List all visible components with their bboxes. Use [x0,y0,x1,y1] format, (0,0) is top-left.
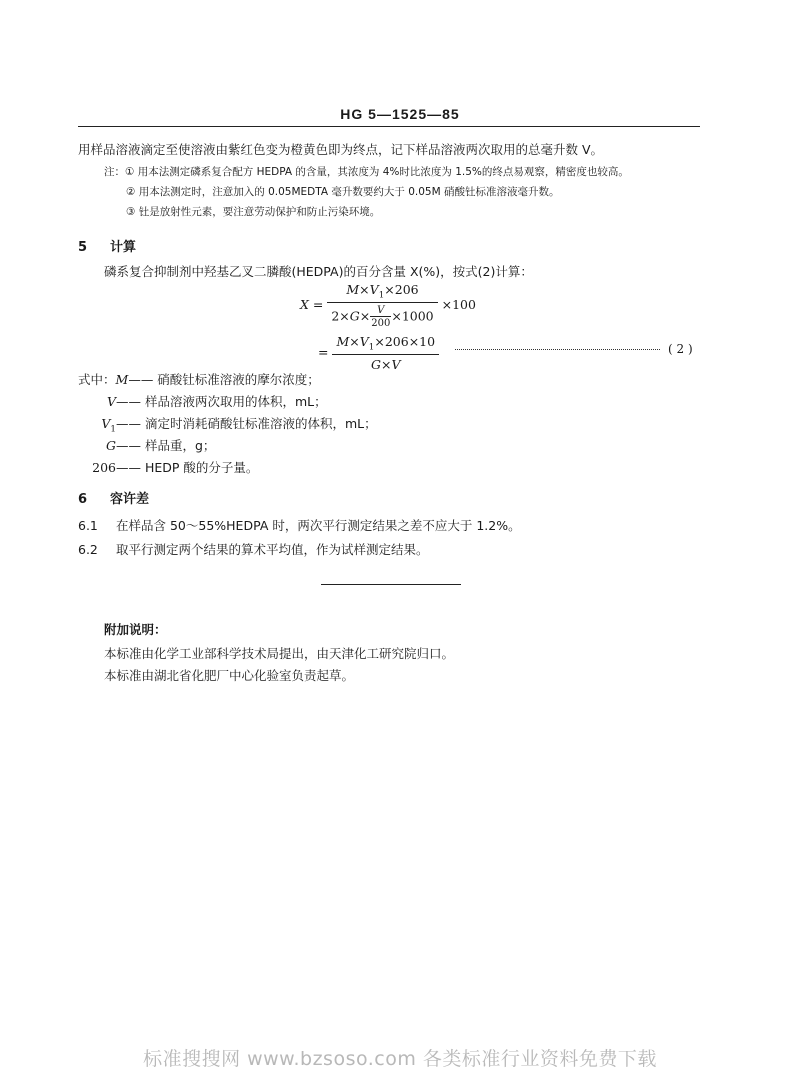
legend-symbol: M [115,372,129,387]
footer-watermark: 标准搜搜网 www.bzsoso.com 各类标准行业资料免费下载 [143,1048,657,1070]
legend-label: 式中： [78,372,116,387]
legend-desc: —— 滴定时消耗硝酸钍标准溶液的体积，mL； [116,416,377,431]
legend-symbol: 206 [92,460,116,475]
formula-line-1: X = $M\times V_1\times 206$ 2×G× $\frac{V}{200}$ ×1000 ×100 [300,282,476,329]
formula-fraction-2: $\frac{M\times V_1\times 206\times 10}{G\times V}$ [332,334,439,372]
top-paragraph: 用样品溶液滴定至使溶液由紫红色变为橙黄色即为终点，记下样品溶液两次取用的总毫升数 V。 [78,142,604,157]
legend-row [68,436,215,454]
clause-text: 在样品含 50～55%HEDPA 时，两次平行测定结果之差不应大于 1.2%。 [116,518,521,533]
clause-number: 6.2 [78,542,98,557]
note-1 [104,164,629,179]
section-5-intro: 磷系复合抑制剂中羟基乙叉二膦酸(HEDPA)的百分含量 X(%)，按式(2)计算： [104,264,533,279]
header-rule [78,126,700,127]
section-title: 计算 [110,240,137,255]
legend-symbol: G [106,438,116,453]
section-5-heading [78,236,136,255]
legend-row [78,370,320,388]
legend-desc: —— 样品重，g； [116,438,216,453]
clause-number: 6.1 [78,518,98,533]
equation-leader [455,349,660,350]
legend-desc: —— 样品溶液两次取用的体积，mL； [116,394,327,409]
standard-code: HG 5—1525—85 [340,106,460,122]
additional-line-2: 本标准由湖北省化肥厂中心化验室负责起草。 [104,668,355,683]
formula-fraction-1: $M\times V_1\times 206$ 2×G× $\frac{V}{200}$ ×1000 [327,282,437,329]
note-3: ③ 钍是放射性元素，要注意劳动保护和防止污染环境。 [126,206,381,218]
legend-symbol: V [106,394,116,409]
note-label: 注： [104,166,125,178]
legend-desc: —— HEDP 酸的分子量。 [116,460,259,475]
legend-desc: —— 硝酸钍标准溶液的摩尔浓度； [128,372,320,387]
section-number: 6 [78,492,88,507]
formula-line-2: = $\frac{M\times V_1\times 206\times 10}{G\times V}$ [318,334,439,372]
section-number: 5 [78,240,88,255]
legend-row [68,458,258,476]
clause-6-1 [78,516,521,534]
legend-row: $V_1——$ 滴定时消耗硝酸钍标准溶液的体积，mL； [101,416,377,435]
additional-line-1: 本标准由化学工业部科学技术局提出，由天津化工研究院归口。 [104,646,455,661]
clause-6-2 [78,540,429,558]
additional-title: 附加说明： [104,622,167,637]
clause-text: 取平行测定两个结果的算术平均值，作为试样测定结果。 [116,542,429,557]
note-2: ② 用本法测定时，注意加入的 0.05MEDTA 毫升数要约大于 0.05M 硝酸钍标准溶液毫升数。 [126,186,560,198]
legend-row [68,392,327,410]
note-item: ① 用本法测定磷系复合配方 HEDPA 的含量，其浓度为 4%时比浓度为 1.5%的终点易观察，精密度也较高。 [125,166,629,178]
end-rule [321,584,461,585]
section-title: 容许差 [110,492,150,507]
section-6-heading [78,488,149,507]
equation-number: ( 2 ) [668,342,693,356]
